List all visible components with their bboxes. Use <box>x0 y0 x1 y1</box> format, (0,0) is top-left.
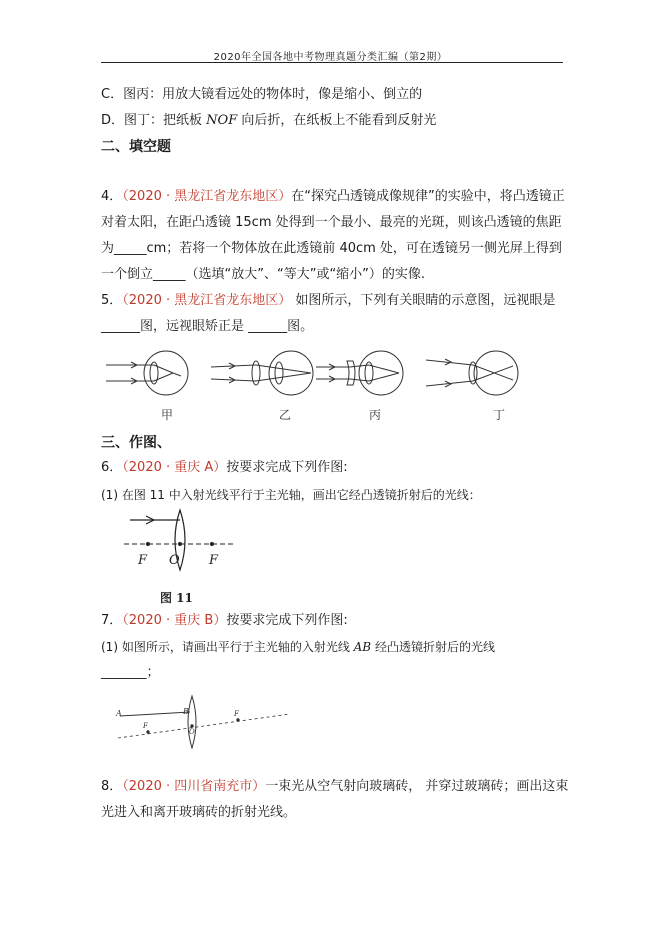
q5-line2: ______图，远视眼矫正是 ______图。 <box>101 319 314 334</box>
q6-text1: 按要求完成下列作图: <box>226 460 348 475</box>
page-header: 2020年全国各地中考物理真题分类汇编（第2期） <box>213 52 448 63</box>
q7-number: 7． <box>101 613 123 628</box>
q7-label-f-left: F <box>143 722 148 730</box>
fig-label-ding: 丁 <box>493 408 506 422</box>
q7-text1: 按要求完成下列作图: <box>226 613 348 628</box>
fig-label-yi: 乙 <box>279 408 292 422</box>
q4-line2: 对着太阳，在距凸透镜 15cm 处得到一个最小、最亮的光斑，则该凸透镜的焦距 <box>101 215 562 230</box>
q7-line3: _______； <box>101 665 160 680</box>
q6-source: （2020 · 重庆 A） <box>122 460 227 475</box>
q7-italic-ab: AB <box>353 640 372 654</box>
option-d-text-start: D．图丁：把纸板 <box>101 113 207 128</box>
option-c: C．图丙：用放大镜看远处的物体时，像是缩小、倒立的 <box>101 87 423 102</box>
q8-text1: 一束光从空气射向玻璃砖， 并穿过玻璃砖；画出这束 <box>265 779 569 794</box>
q4-source: （2020 · 黑龙江省龙东地区） <box>122 189 292 204</box>
figure-11 <box>120 508 240 606</box>
q6-line2: (1) 在图 11 中入射光线平行于主光轴，画出它经凸透镜折射后的光线： <box>101 488 481 502</box>
q4-line1 <box>101 189 565 205</box>
q4-line4: 一个倒立_____（选填“放大”、“等大”或“缩小”）的实像. <box>101 267 426 282</box>
q5-number: 5． <box>101 293 123 308</box>
q8-line1 <box>101 779 568 795</box>
q8-source: （2020 · 四川省南充市） <box>122 779 266 794</box>
fig11-caption: 图 11 <box>160 591 193 605</box>
q4-text1: 在“探究凸透镜成像规律”的实验中，将凸透镜正 <box>291 189 565 204</box>
fig11-o: O <box>169 553 180 568</box>
option-d <box>101 113 436 129</box>
fig-label-jia: 甲 <box>161 408 174 422</box>
header-divider <box>101 62 563 63</box>
eye-diagram-figure <box>101 345 561 427</box>
q8-number: 8． <box>101 779 123 794</box>
q7-text2-start: (1) 如图所示，请画出平行于主光轴的入射光线 <box>101 640 354 654</box>
q6-number: 6． <box>101 460 123 475</box>
q4-line3: 为_____cm；若将一个物体放在此透镜前 40cm 处，可在透镜另一侧光屏上得到 <box>101 241 562 256</box>
fig-label-bing: 丙 <box>369 408 382 422</box>
q7-line2 <box>101 639 495 655</box>
q6-line1 <box>101 460 348 476</box>
q5-source: （2020 · 黑龙江省龙东地区） <box>122 293 292 308</box>
q7-line1 <box>101 613 348 629</box>
q7-label-b: B <box>183 707 189 716</box>
section-drawing: 三、作图、 <box>101 435 171 451</box>
section-fill-blank: 二、填空题 <box>101 139 171 155</box>
option-d-italic: NOF <box>206 113 238 128</box>
q7-lens-figure <box>110 694 300 754</box>
q5-line1 <box>101 293 555 309</box>
q7-source: （2020 · 重庆 B） <box>122 613 227 628</box>
q7-label-o: O <box>189 728 195 736</box>
q5-text1: 如图所示，下列有关眼睛的示意图，远视眼是 <box>291 293 556 308</box>
option-d-text-end: 向后折，在纸板上不能看到反射光 <box>237 113 437 128</box>
q7-label-f-right: F <box>234 710 239 718</box>
fig11-f-right: F <box>209 553 219 568</box>
fig11-f-left: F <box>138 553 148 568</box>
q7-text2-end: 经凸透镜折射后的光线 <box>371 640 495 654</box>
q7-label-a: A <box>116 709 122 718</box>
eye-diagram-bing <box>316 351 403 395</box>
q4-number: 4． <box>101 189 123 204</box>
eye-diagram-ding <box>426 351 518 395</box>
q8-line2: 光进入和离开玻璃砖的折射光线。 <box>101 805 297 820</box>
eye-diagram-jia <box>106 351 188 395</box>
eye-diagram-yi <box>211 351 313 395</box>
